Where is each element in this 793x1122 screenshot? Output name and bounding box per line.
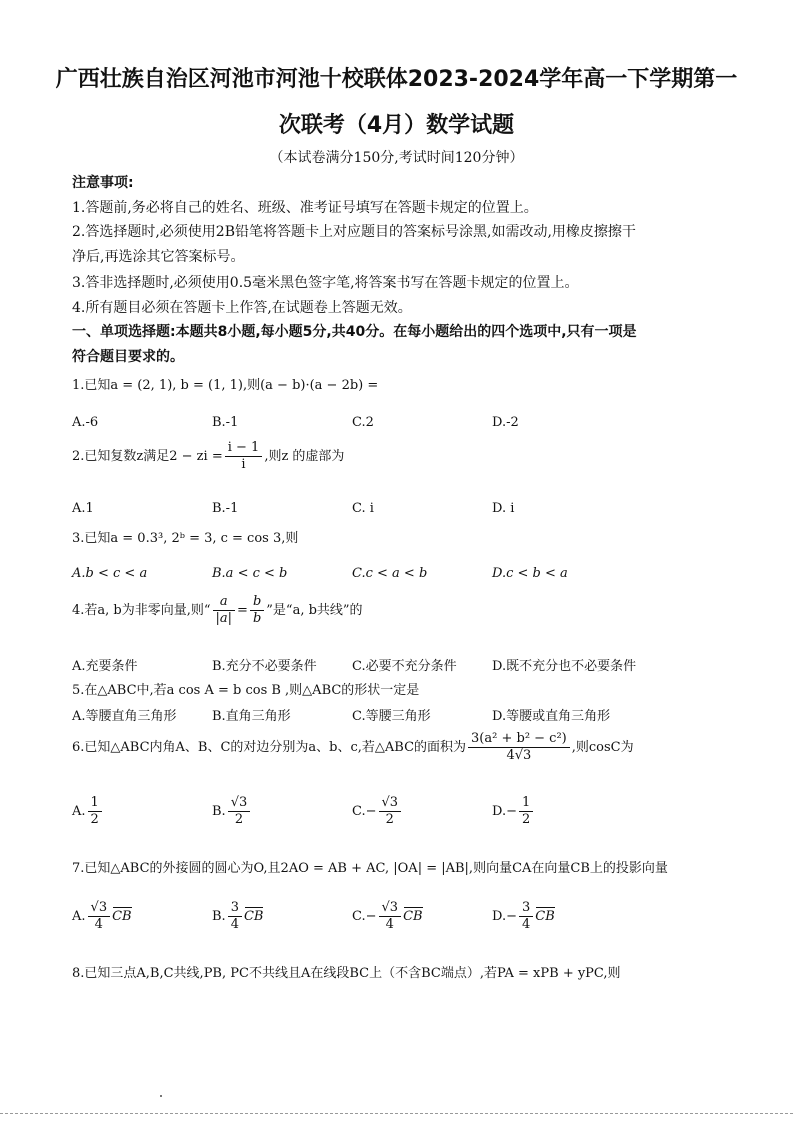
question-7: 7.已知△ABC的外接圆的圆心为O,且2AO = AB + AC, |OA| = |AB|,则向量CA在向量CB上的投影向量: [72, 861, 668, 876]
q6-option-a: A. $\frac{1}{2}$: [72, 795, 104, 828]
q5-option-c: C.等腰三角形: [352, 709, 431, 724]
section-1-heading: 一、单项选择题:本题共8小题,每小题5分,共40分。在每小题给出的四个选项中,只有一项是: [72, 324, 637, 340]
q7-option-d: D.− $\frac{3}{4}$ CB: [492, 900, 555, 932]
exam-subtitle: （本试卷满分150分,考试时间120分钟）: [269, 150, 524, 166]
question-6: [72, 731, 634, 764]
question-5: 5.在△ABC中,若a cos A = b cos B ,则△ABC的形状一定是: [72, 683, 420, 698]
q1-option-a: A.-6: [72, 415, 99, 430]
q2-option-a: A.1: [72, 501, 94, 516]
q2-prefix: 2.已知复数z满足2 − zi =: [72, 449, 223, 464]
q5-option-b: B.直角三角形: [212, 709, 291, 724]
q6-frac-num: 3(a² + b² − c²): [468, 731, 570, 748]
question-4: 4.若a, b为非零向量,则“ $\frac{a}{|a|}$ = $\frac{b}{b}$ ”是“a, b共线”的: [72, 594, 363, 626]
q1-option-b: B.-1: [212, 415, 239, 430]
q6-suffix: ,则cosC为: [571, 740, 634, 755]
notice-1: 1.答题前,务必将自己的姓名、班级、准考证号填写在答题卡规定的位置上。: [72, 200, 538, 216]
q7-option-b: B. $\frac{3}{4}$ CB: [212, 900, 264, 932]
q5-option-a: A.等腰直角三角形: [72, 709, 177, 724]
q4-option-b: B.充分不必要条件: [212, 659, 317, 674]
q1-option-c: C.2: [352, 415, 374, 430]
q6-option-c: C.− $\frac{√3}{2}$: [352, 795, 403, 828]
q2-frac-den: i: [241, 457, 246, 472]
q3-option-c: C.c < a < b: [352, 566, 428, 581]
q6-prefix: 6.已知△ABC内角A、B、C的对边分别为a、b、c,若△ABC的面积为: [72, 740, 467, 755]
q4-mid: ”是“a, b共线”的: [266, 603, 363, 618]
q3-option-d: D.c < b < a: [492, 566, 568, 581]
q6-option-d: D.− $\frac{1}{2}$: [492, 795, 535, 828]
section-1-heading-cont: 符合题目要求的。: [72, 349, 184, 365]
q6-fraction: [468, 731, 570, 764]
q4-fraction-b: $\frac{b}{b}$: [250, 594, 264, 627]
q7-option-c: C.− $\frac{√3}{4}$ CB: [352, 900, 423, 932]
notice-3: 3.答非选择题时,必须使用0.5毫米黑色签字笔,将答案书写在答题卡规定的位置上。: [72, 275, 579, 291]
q6-option-b: B. $\frac{√3}{2}$: [212, 795, 252, 828]
q1-option-d: D.-2: [492, 415, 519, 430]
notice-2-cont: 净后,再选涂其它答案标号。: [72, 249, 245, 265]
q7-option-a: A. $\frac{√3}{4}$ CB: [72, 900, 132, 932]
notice-2: 2.答选择题时,必须使用2B铅笔将答题卡上对应题目的答案标号涂黑,如需改动,用橡皮擦擦干: [72, 224, 636, 240]
question-3: 3.已知a = 0.3³, 2ᵇ = 3, c = cos 3,则: [72, 531, 299, 546]
q3-option-b: B.a < c < b: [212, 566, 288, 581]
question-1: 1.已知a = (2, 1), b = (1, 1),则(a − b)·(a − 2b) =: [72, 378, 379, 393]
q4-option-d: D.既不充分也不必要条件: [492, 659, 637, 674]
q2-option-c: C. i: [352, 501, 374, 516]
scan-dot: [160, 1095, 162, 1097]
question-2: [72, 440, 344, 473]
notice-heading: 注意事项:: [72, 175, 134, 191]
notice-4: 4.所有题目必须在答题卡上作答,在试题卷上答题无效。: [72, 300, 412, 316]
q2-suffix: ,则z 的虚部为: [264, 449, 345, 464]
q3-option-a: A.b < c < a: [72, 566, 148, 581]
q2-fraction: [225, 440, 263, 473]
q6-frac-den: 4√3: [506, 748, 532, 763]
q4-prefix: 4.若a, b为非零向量,则“: [72, 603, 211, 618]
q4-fraction-a: $\frac{a}{|a|}$: [213, 594, 236, 627]
exam-title-line-1: 广西壮族自治区河池市河池十校联体2023-2024学年高一下学期第一: [55, 67, 738, 92]
q2-frac-num: i − 1: [225, 440, 263, 457]
q5-option-d: D.等腰或直角三角形: [492, 709, 611, 724]
q4-option-a: A.充要条件: [72, 659, 138, 674]
page-bottom-rule: [0, 1113, 793, 1114]
question-8: 8.已知三点A,B,C共线,PB, PC不共线且A在线段BC上（不含BC端点）,若PA = xPB + yPC,则: [72, 966, 621, 981]
q2-option-b: B.-1: [212, 501, 239, 516]
q2-option-d: D. i: [492, 501, 515, 516]
exam-title-line-2: 次联考（4月）数学试题: [278, 113, 515, 138]
q4-option-c: C.必要不充分条件: [352, 659, 457, 674]
